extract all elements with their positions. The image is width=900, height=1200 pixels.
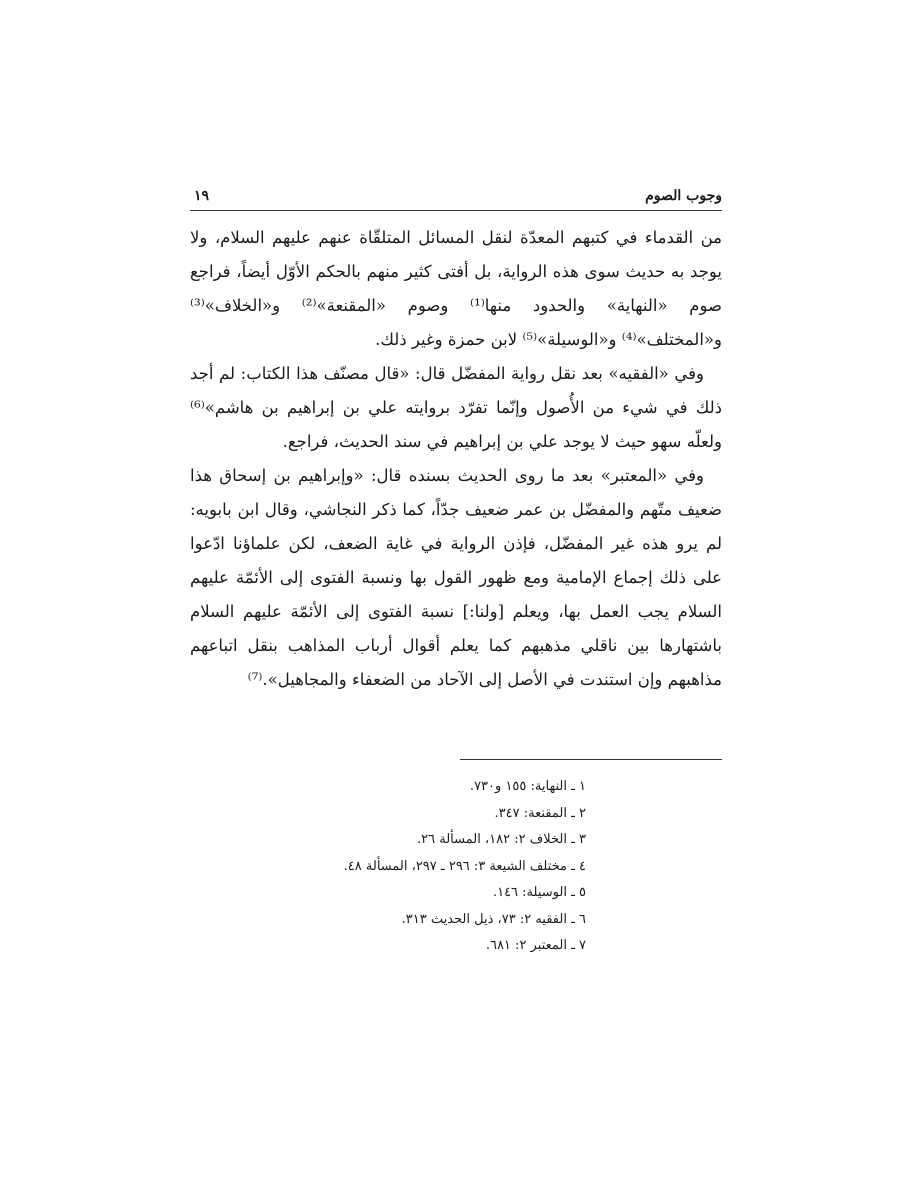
footnotes <box>190 774 586 960</box>
footnote: ٦ ـ الفقيه ٢: ٧٣، ذيل الحديث ٣١٣. <box>401 911 586 927</box>
paragraph: من القدماء في كتبهم المعدّة لنقل المسائل المتلقّاة عنهم عليهم السلام، ولا يوجد به حديث سوى هذه الرواية، بل أفتى كثير منهم بالحكم الأوّل أيضاً، فراجع صوم «النهاية» والحدود منها⁽¹⁾ وصوم «المقنعة»⁽²⁾ و«الخلاف»⁽³⁾ و«المختلف»⁽⁴⁾ و«الوسيلة»⁽⁵⁾ لابن حمزة وغير ذلك. <box>190 228 722 349</box>
running-header <box>190 186 722 211</box>
footnote: ٧ ـ المعتبر ٢: ٦٨١. <box>485 938 586 953</box>
footnote: ٥ ـ الوسيلة: ١٤٦. <box>492 885 586 900</box>
footnote: ٣ ـ الخلاف ٢: ١٨٢، المسألة ٢٦. <box>417 832 586 847</box>
footnote: ٢ ـ المقنعة: ٣٤٧. <box>494 805 586 821</box>
footnote: ٤ ـ مختلف الشيعة ٣: ٢٩٦ ـ ٢٩٧، المسألة ٤٨. <box>343 858 586 874</box>
paragraph: وفي «المعتبر» بعد ما روى الحديث بسنده قال: «وإبراهيم بن إسحاق هذا ضعيف متّهم والمفضّل بن عمر ضعيف جدّاً، كما ذكر النجاشي، وقال ابن بابويه: لم يرو هذه غير المفضّل، فإذن الرواية في غاية الضعف، لكن علماؤنا ادّعوا على ذلك إجماع الإمامية ومع ظهور القول بها ونسبة الفتوى إلى الأئمّة عليهم السلام يجب العمل بها، ويعلم [ولنا:] نسبة الفتوى إلى الأئمّة عليهم السلام باشتهارها بين ناقلي مذهبهم كما يعلم أقوال أرباب المذاهب بنقل اتباعهم مذاهبهم وإن استندت في الأصل إلى الآحاد من الضعفاء والمجاهيل».⁽⁷⁾ <box>190 466 722 689</box>
footnote-separator <box>460 759 722 760</box>
running-title: وجوب الصوم <box>645 188 722 204</box>
paragraph: وفي «الفقيه» بعد نقل رواية المفضّل قال: «قال مصنّف هذا الكتاب: لم أجد ذلك في شيء من الأُصول وإنّما تفرّد بروايته علي بن إبراهيم بن هاشم»⁽⁶⁾ ولعلّه سهو حيث لا يوجد علي بن إبراهيم في سند الحديث، فراجع. <box>190 364 722 451</box>
book-page <box>190 186 722 1186</box>
footnote: ١ ـ النهاية: ١٥٥ و٧٣٠. <box>469 779 586 794</box>
body-text <box>190 221 722 697</box>
page-number: ١٩ <box>194 188 210 204</box>
